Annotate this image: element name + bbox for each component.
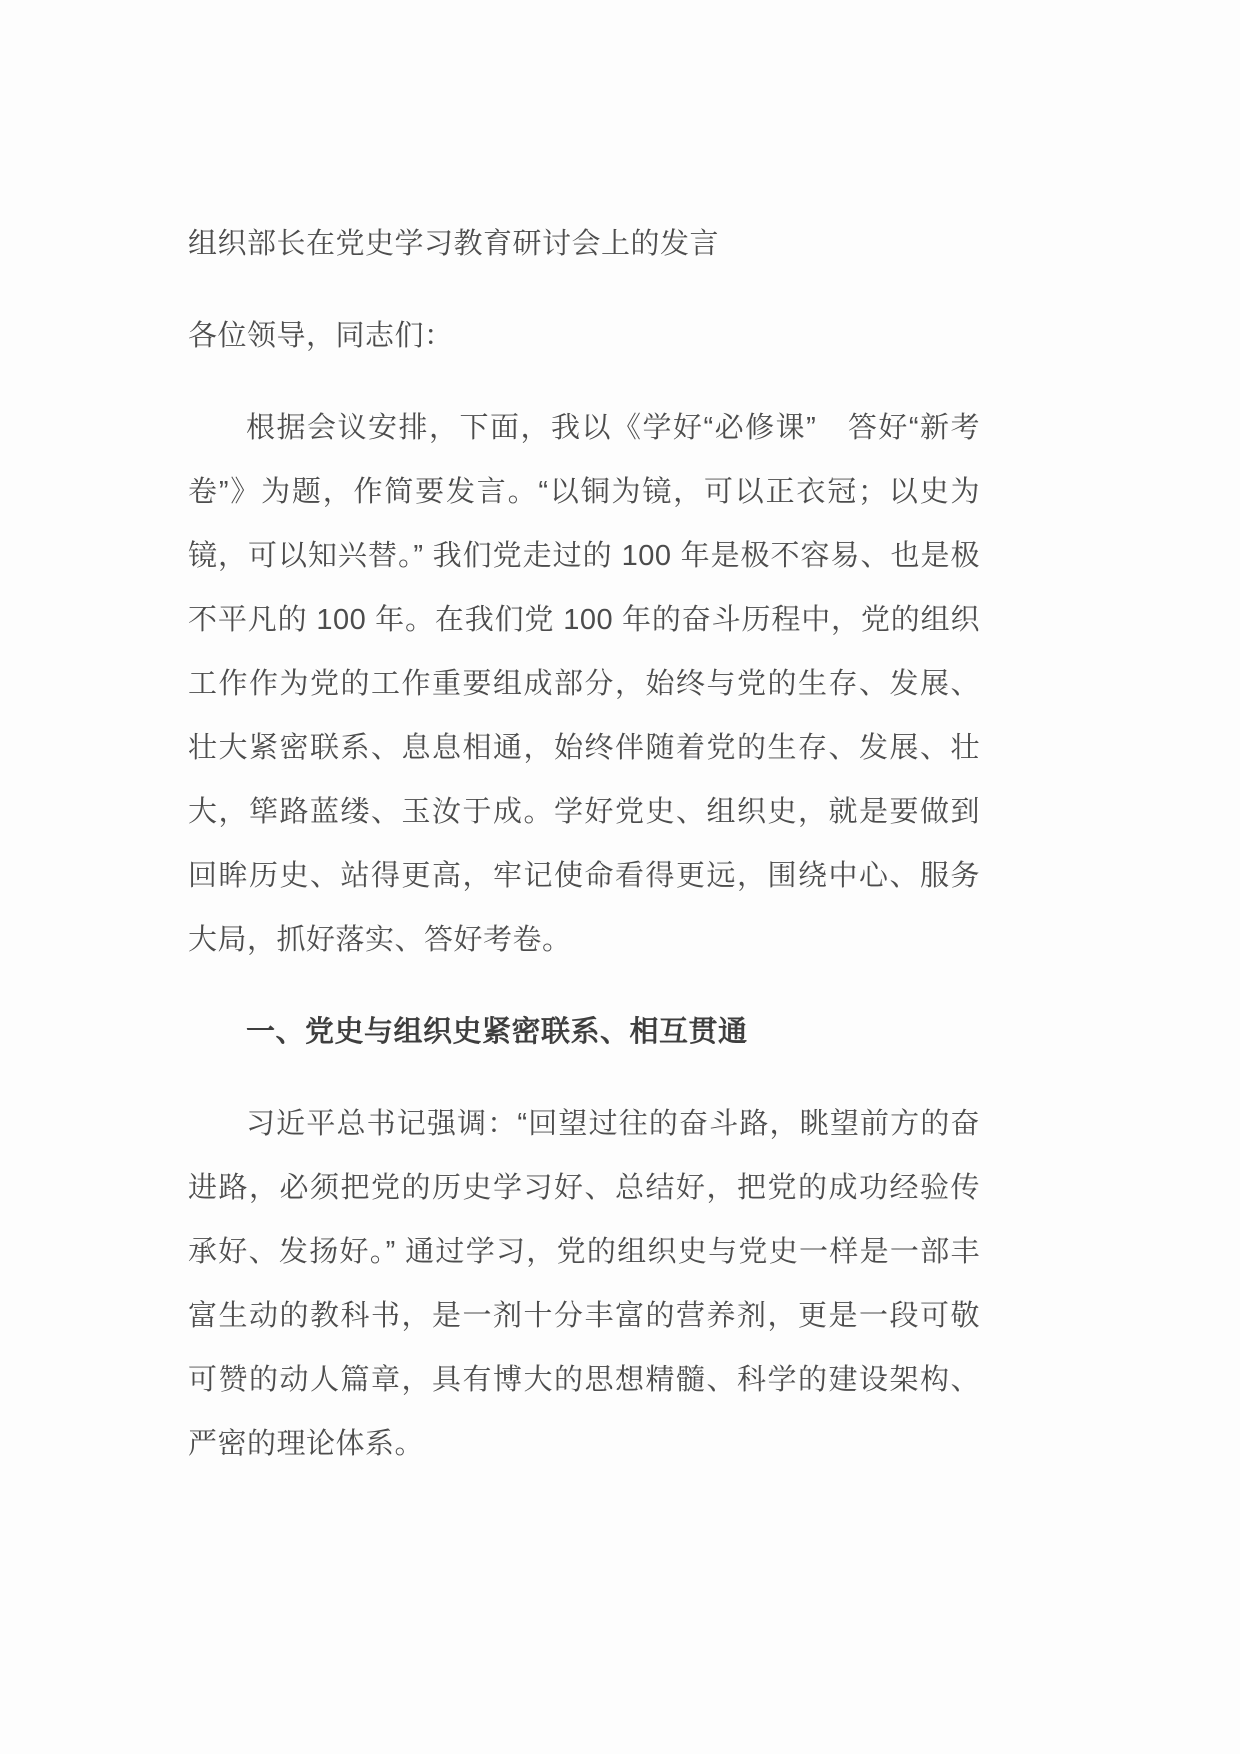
paragraph-intro: 根据会议安排，下面，我以《学好“必修课” 答好“新考卷”》为题，作简要发言。“以铜为镜，可以正衣冠；以史为镜，可以知兴替。” 我们党走过的 100 年是极不容易、也是极不平凡的 100 年。在我们党 100 年的奋斗历程中，党的组织工作作为党的工作重要组成部分，始终与党的生存、发展、壮大紧密联系、息息相通，始终伴随着党的生存、发展、壮大，筚路蓝缕、玉汝于成。学好党史、组织史，就是要做到回眸历史、站得更高，牢记使命看得更远，围绕中心、服务大局，抓好落实、答好考卷。 xyxy=(188,412,980,956)
salutation: 各位领导，同志们： xyxy=(188,320,454,352)
paragraph-section-1: 习近平总书记强调：“回望过往的奋斗路，眺望前方的奋进路，必须把党的历史学习好、总结好，把党的成功经验传承好、发扬好。” 通过学习，党的组织史与党史一样是一部丰富生动的教科书，是一剂十分丰富的营养剂，更是一段可敬可赞的动人篇章，具有博大的思想精髓、科学的建设架构、严密的理论体系。 xyxy=(188,1108,980,1460)
document-title: 组织部长在党史学习教育研讨会上的发言 xyxy=(188,228,720,260)
document-content xyxy=(188,212,980,1504)
section-heading-1: 一、党史与组织史紧密联系、相互贯通 xyxy=(246,1016,748,1048)
